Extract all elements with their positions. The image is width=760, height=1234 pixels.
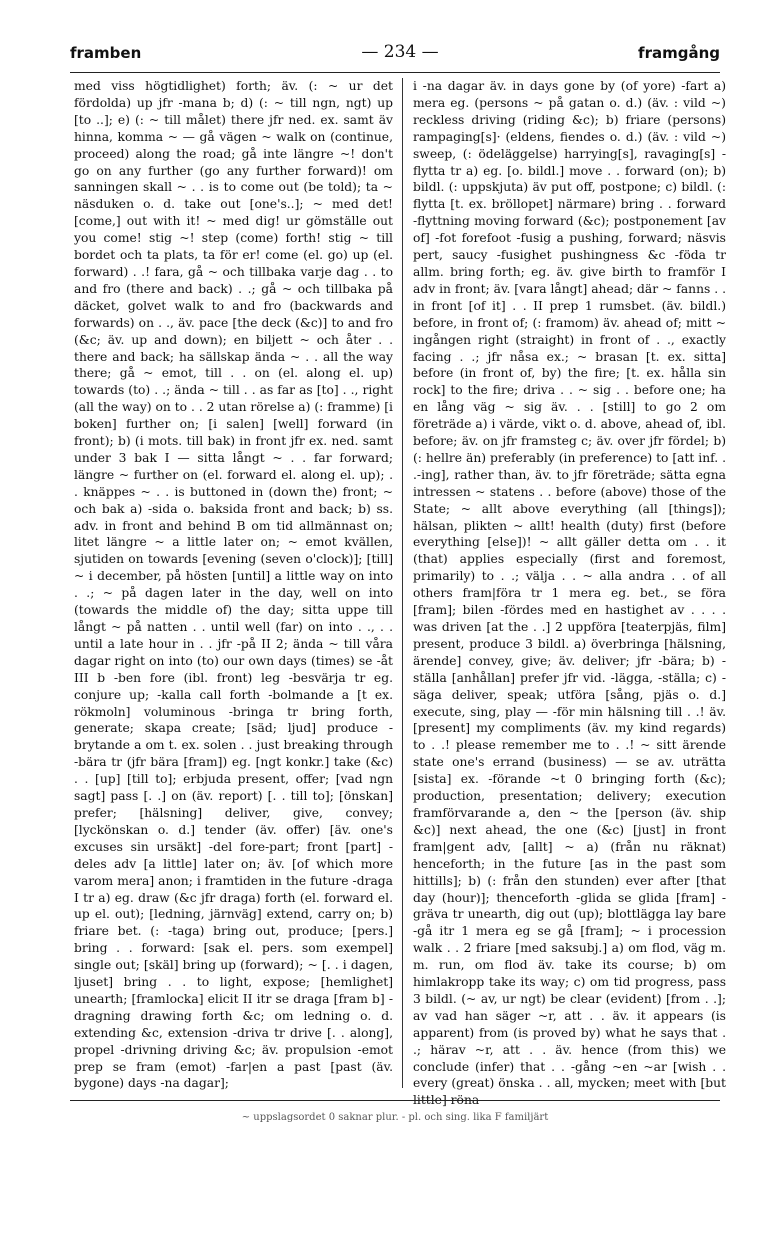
left-running-headword: framben [70,44,142,62]
right-column-text: i -na dagar äv. in days gone by (of yore) -fart a) mera eg. (persons ~ på gatan o. d.) (äv. : vild ~) reckless driving (riding &c); b) friare (persons) rampaging[s]· (eldens, fiendes o. d.) (äv. : vild ~) sweep, (: ödeläggelse) harrying[s], ravaging[s] -flytta tr a) eg. [o. bildl.] move . . forward (on); b) bildl. (: uppskjuta) äv put off, postpone; c) bildl. (: flytta [t. ex. bröllopet] närmare) bring . . forward -flyttning moving forward (&c); postponement [av of] -fot forefoot -fusig a pushing, forward; näsvis pert, saucy -fusighet pushingness &c -föda tr allm. bring forth; eg. äv. give birth to framför I adv in front; äv. [vara långt] ahead; där ~ fanns . . in front [of it] . . II prep 1 rumsbet. (äv. bildl.) before, in front of; (: framom) äv. ahead of; mitt ~ ingången right (straight) in front of . ., exactly facing . .; jfr nåsa ex.; ~ brasan [t. ex. sitta] before (in front of, by) the fire; [t. ex. hålla sin rock] to the fire; driva . . ~ sig . . before one; ha en lång väg ~ sig äv. . . [still] to go 2 om företräde a) i värde, vikt o. d. above, ahead of, ibl. before; äv. on jfr framsteg c; äv. over jfr fördel; b) (: hellre än) preferably (in preference) to [att inf. . .-ing], rather than, äv. to jfr företräde; sätta egna intressen ~ statens . . before (above) those of the State; ~ allt above everything (all [things]); hälsan, plikten ~ allt! health (duty) first (before everything [else])! ~ allt gäller detta om . . it (that) applies especially (first and foremost, primarily) to . .; välja . . ~ alla andra . . of all others fram|föra tr 1 mera eg. bet., se föra [fram]; bilen -fördes med en hastighet av . . . . was driven [at the . .] 2 uppföra [teaterpjäs, film] present, produce 3 bildl. a) överbringa [hälsning, ärende] convey, give; äv. deliver; jfr -bära; b) -ställa [anhållan] prefer jfr vid. -lägga, -ställa; c) -säga deliver, speak; utföra [sång, pjäs o. d.] execute, sing, play — -för min hälsning till . .! äv. [present] my compliments (äv. my kind regards) to . .! please remember me to . .! ~ sitt ärende state one's errand (business) — se av. uträtta [sista] ex. -förande ~t 0 bringing forth (&c); production, presentation; delivery; execution framförvarande a, den ~ the [person (äv. ship &c)] next ahead, the one (&c) [just] in front fram|gent adv, [allt] ~ a) (från nu räknat) henceforth; in the future [as in the past som hittills]; b) (: från den stunden) ever after [that day (hour)]; thenceforth -glida se glida [fram] -gräva tr unearth, dig out (up); blottlägga lay bare -gå itr 1 mera eg se gå [fram]; ~ i procession walk . . 2 friare [med saksubj.] a) om flod, väg m. m. run, om flod äv. take its course; b) om himlakropp take its way; c) om tid progress, pass 3 bildl. (~ av, ur ngt) be clear (evident) [from . .]; av vad han säger ~r, att . . äv. it appears (is apparent) from (is proved by) what he says that . .; härav ~r, att . . äv. hence (from this) we conclude (infer) that . . -gång ~en ~ar [wish . . every (great) önska . . all, mycken; meet with [but little] röna [413,79,726,1108]
header-rule [70,72,720,73]
right-running-headword: framgång [638,44,720,62]
left-column-text: med viss högtidlighet) forth; äv. (: ~ ur det fördolda) up jfr -mana b; d) (: ~ till ngn, ngt) up [to ..]; e) (: ~ till målet) there jfr ned. ex. samt äv hinna, komma ~ — gå vägen ~ walk on (continue, proceed) along the road; gå inte längre ~! don't go on any further (go any further forward)! om sanningen skall ~ . . is to come out (be told); ta ~ näsduken o. d. take out [one's..]; ~ med det! [come,] out with it! ~ med dig! ur gömställe out you come! stig ~! step (come) forth! stig ~ till bordet och ta plats, ta för er! come (el. go) up (el. forward) . .! fara, gå ~ och tillbaka varje dag . . to and fro (there and back) . .; gå ~ och tillbaka på däcket, golvet walk to and fro (backwards and forwards) on . ., äv. pace [the deck (&c)] to and fro (&c; äv. up and down); en biljett ~ och åter . . there and back; ha sällskap ända ~ . . all the way there; gå ~ emot, till . . on (el. along el. up) towards (to) . .; ända ~ till . . as far as [to] . ., right (all the way) on to . . 2 utan rörelse a) (: framme) [i boken] further on; [i salen] [well] forward (in front); b) (i mots. till bak) in front jfr ex. ned. samt under 3 bak I — sitta långt ~ . . far forward; längre ~ further on (el. forward el. along el. up); . . knäppes ~ . . is buttoned in (down the) front; ~ och bak a) -sida o. baksida front and back; b) ss. adv. in front and behind B om tid allmännast on; litet längre ~ a little later on; ~ emot kvällen, sjutiden on towards [evening (seven o'clock)]; [till] ~ i december, på hösten [until] a little way on into . .; ~ på dagen later in the day, well on into (towards the middle of) the day; sitta uppe till långt ~ på natten . . until well (far) on into . ., . . until a late hour in . . jfr -på II 2; ända ~ till våra dagar right on into (to) our own days (times) se -åt III b -ben fore (ibl. front) leg -besvärja tr eg. conjure up; -kalla call forth -bolmande a [t ex. rökmoln] voluminous -bringa tr bring forth, generate; skapa create; [säd; ljud] produce -brytande a om t. ex. solen . . just breaking through -bära tr (jfr bära [fram]) eg. [ngt konkr.] take (&c) . . [up] [till to]; erbjuda present, offer; [vad ngn sagt] pass [. .] on (äv. report) [. . till to]; [önskan] prefer; [hälsning] deliver, give, convey; [lyckönskan o. d.] tender (äv. offer) [äv. one's excuses sin ursäkt] -del fore-part; front [part] -deles adv [a little] later on; äv. [of which more varom mera] anon; i framtiden in the future -draga I tr a) eg. draw (&c jfr draga) forth (el. forward el. up el. out); [ledning, järnväg] extend, carry on; b) friare bet. (: -taga) bring out, produce; [pers.] bring . . forward: [sak el. pers. som exempel] single out; [skäl] bring up (forward); ~ [. . i dagen, ljuset] bring . . to light, expose; [hemlighet] unearth; [framlocka] elicit II itr se draga [fram b] -dragning drawing forth &c; om ledning o. d. extending &c, extension -driva tr drive [. . along], propel -drivning driving &c; äv. propulsion -emot prep se fram (emot) -far|en a past [past (äv. bygone) days -na dagar]; [74,79,393,1091]
right-column [413,78,726,1108]
page-header [70,40,720,66]
footer-rule [70,1100,720,1101]
column-divider [402,78,403,1088]
footnote: ~ uppslagsordet 0 saknar plur. - pl. och sing. lika F familjärt [241,1112,549,1123]
left-column [74,78,393,1090]
page-number: — 234 — [361,42,439,62]
